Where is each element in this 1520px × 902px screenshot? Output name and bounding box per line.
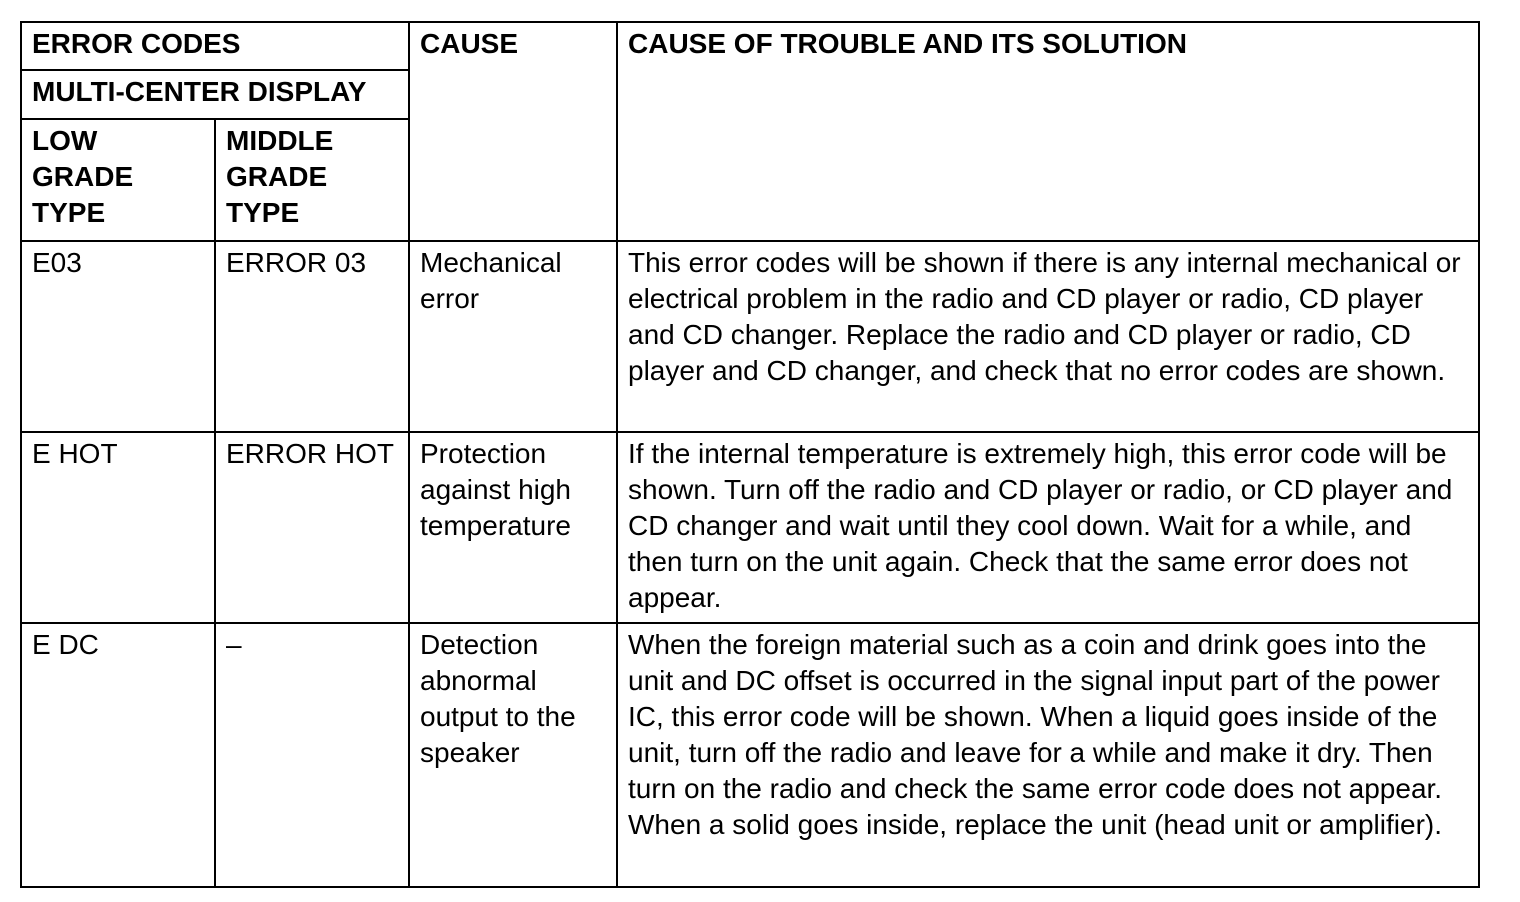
cell-middle-grade-code: – — [215, 623, 409, 887]
cell-solution: When the foreign material such as a coin and drink goes into the unit and DC offset is occurred in the signal input part of the power IC, this error code will be shown. When a liquid goes inside of the unit, turn off the radio and leave for a while and make it dry. Then turn on the radio and check the same error code does not appear. When a solid goes inside, replace the unit (head unit or amplifier). — [617, 623, 1479, 887]
cell-solution: This error codes will be shown if there is any internal mechanical or electrical problem in the radio and CD player or radio, CD player and CD changer. Replace the radio and CD player or radio, CD player and CD changer, and check that no error codes are shown. — [617, 241, 1479, 432]
cell-middle-grade-code: ERROR HOT — [215, 432, 409, 623]
table-row — [21, 432, 1479, 623]
error-code-table-container — [20, 21, 1480, 888]
cell-low-grade-code: E DC — [21, 623, 215, 887]
cell-low-grade-code: E03 — [21, 241, 215, 432]
cell-middle-grade-code: ERROR 03 — [215, 241, 409, 432]
header-row-1 — [21, 22, 1479, 70]
table-row — [21, 623, 1479, 887]
cell-cause: Mechanical error — [409, 241, 617, 432]
header-multi-center-display: MULTI-CENTER DISPLAY — [21, 70, 409, 119]
header-middle-grade-type: MIDDLE GRADE TYPE — [215, 119, 409, 241]
cell-solution: If the internal temperature is extremely high, this error code will be shown. Turn off the radio and CD player or radio, or CD player and CD changer and wait until they cool down. Wait for a while, and then turn on the unit again. Check that the same error does not appear. — [617, 432, 1479, 623]
header-error-codes: ERROR CODES — [21, 22, 409, 70]
cell-low-grade-code: E HOT — [21, 432, 215, 623]
cell-cause: Detection abnormal output to the speaker — [409, 623, 617, 887]
table-row — [21, 241, 1479, 432]
header-cause: CAUSE — [409, 22, 617, 241]
header-cause-of-trouble: CAUSE OF TROUBLE AND ITS SOLUTION — [617, 22, 1479, 241]
cell-cause: Protection against high temperature — [409, 432, 617, 623]
header-low-grade-type: LOW GRADE TYPE — [21, 119, 215, 241]
error-code-table — [20, 21, 1480, 888]
